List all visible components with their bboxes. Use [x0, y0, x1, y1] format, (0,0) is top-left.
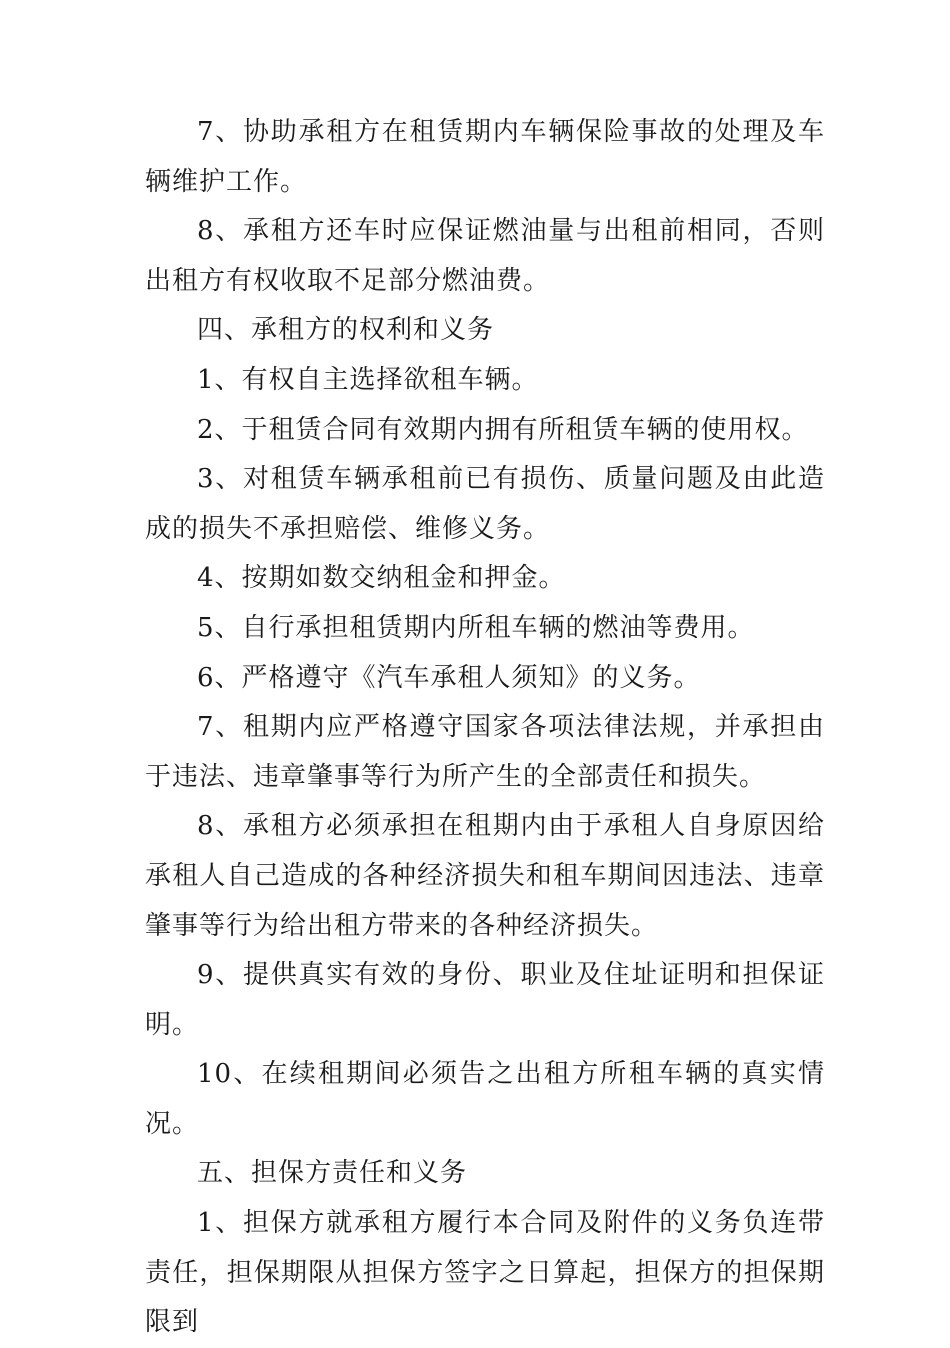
paragraph-lessee-right-6: 6、严格遵守《汽车承租人须知》的义务。 — [197, 662, 701, 693]
paragraph-lessee-right-3: 3、对租赁车辆承租前已有损伤、质量问题及由此造成的损失不承担赔偿、维修义务。 — [145, 464, 825, 544]
document-body — [145, 108, 825, 1348]
paragraph-lessee-right-4: 4、按期如数交纳租金和押金。 — [197, 563, 566, 594]
section-heading-guarantor-duties: 五、担保方责任和义务 — [197, 1158, 468, 1189]
paragraph-landlord-duty-7: 7、协助承租方在租赁期内车辆保险事故的处理及车辆维护工作。 — [145, 117, 825, 197]
paragraph-lessee-right-8: 8、承租方必须承担在租期内由于承租人自身原因给承租人自己造成的各种经济损失和租车期间因违法、违章肇事等行为给出租方带来的各种经济损失。 — [145, 811, 825, 941]
paragraph-lessee-right-5: 5、自行承担租赁期内所租车辆的燃油等费用。 — [197, 612, 755, 643]
paragraph-landlord-duty-8: 8、承租方还车时应保证燃油量与出租前相同，否则出租方有权收取不足部分燃油费。 — [145, 216, 825, 296]
paragraph-lessee-right-7: 7、租期内应严格遵守国家各项法律法规，并承担由于违法、违章肇事等行为所产生的全部责任和损失。 — [145, 712, 825, 792]
section-heading-lessee-rights: 四、承租方的权利和义务 — [197, 315, 495, 346]
paragraph-guarantor-duty-1: 1、担保方就承租方履行本合同及附件的义务负连带责任，担保期限从担保方签字之日算起，担保方的担保期限到 — [145, 1208, 825, 1338]
paragraph-lessee-right-2: 2、于租赁合同有效期内拥有所租赁车辆的使用权。 — [197, 414, 809, 445]
paragraph-lessee-right-10: 10、在续租期间必须告之出租方所租车辆的真实情况。 — [145, 1059, 825, 1139]
paragraph-lessee-right-1: 1、有权自主选择欲租车辆。 — [197, 364, 539, 395]
paragraph-lessee-right-9: 9、提供真实有效的身份、职业及住址证明和担保证明。 — [145, 960, 825, 1040]
